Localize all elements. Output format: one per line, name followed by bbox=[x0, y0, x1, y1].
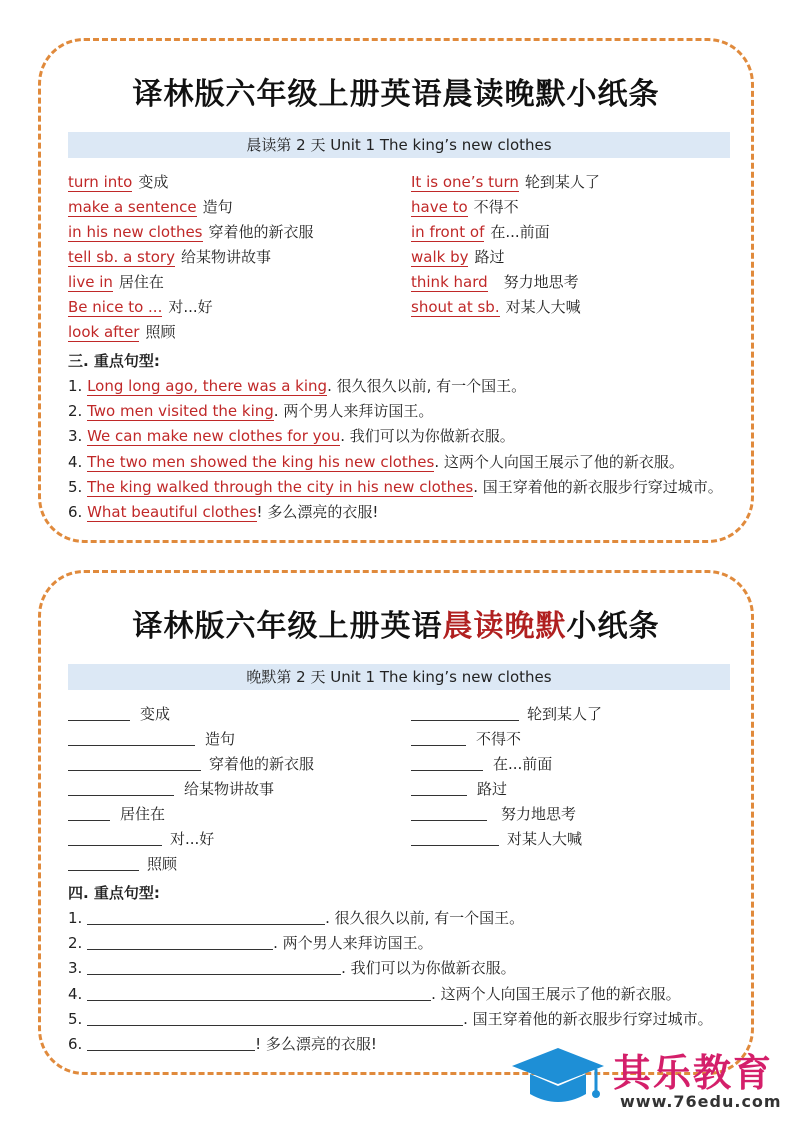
answer-blank[interactable] bbox=[68, 754, 201, 771]
morning-reading-card bbox=[38, 38, 754, 543]
graduation-cap-icon bbox=[508, 1044, 608, 1114]
phrase-row: in front of 在...前面 bbox=[411, 223, 550, 241]
phrase-row: shout at sb. 对某人大喊 bbox=[411, 298, 581, 316]
day-banner: 晚默第 2 天 Unit 1 The king’s new clothes bbox=[68, 664, 730, 690]
blank-row: 轮到某人了 bbox=[411, 703, 602, 725]
blank-row: 对...好 bbox=[68, 828, 214, 850]
phrase-row: walk by 路过 bbox=[411, 248, 505, 266]
blank-row: 照顾 bbox=[68, 853, 177, 875]
phrase-row: look after 照顾 bbox=[68, 323, 176, 341]
answer-blank[interactable] bbox=[87, 933, 273, 950]
sentence-row: 3. . 我们可以为你做新衣服。 bbox=[68, 959, 516, 977]
brand-logo bbox=[508, 1040, 788, 1120]
blank-row: 穿着他的新衣服 bbox=[68, 753, 314, 775]
card-title: 译林版六年级上册英语晨读晚默小纸条 bbox=[132, 609, 660, 644]
card-title: 译林版六年级上册英语晨读晚默小纸条 bbox=[132, 77, 660, 112]
answer-blank[interactable] bbox=[411, 704, 519, 721]
section-heading: 四. 重点句型: bbox=[68, 884, 160, 902]
phrase-row: have to 不得不 bbox=[411, 198, 519, 216]
blank-row: 路过 bbox=[411, 778, 507, 800]
answer-blank[interactable] bbox=[87, 958, 341, 975]
answer-blank[interactable] bbox=[68, 729, 195, 746]
section-heading: 三. 重点句型: bbox=[68, 352, 160, 370]
answer-blank[interactable] bbox=[411, 829, 499, 846]
answer-blank[interactable] bbox=[87, 1009, 463, 1026]
blank-row: 居住在 bbox=[68, 803, 165, 825]
answer-blank[interactable] bbox=[68, 854, 139, 871]
answer-blank[interactable] bbox=[87, 984, 431, 1001]
blank-row: 不得不 bbox=[411, 728, 521, 750]
sentence-row: 5. . 国王穿着他的新衣服步行穿过城市。 bbox=[68, 1010, 713, 1028]
answer-blank[interactable] bbox=[68, 804, 110, 821]
answer-blank[interactable] bbox=[411, 779, 467, 796]
answer-blank[interactable] bbox=[87, 908, 325, 925]
brand-name: 其乐教育 bbox=[613, 1051, 774, 1095]
answer-blank[interactable] bbox=[68, 704, 130, 721]
answer-blank[interactable] bbox=[68, 829, 162, 846]
sentence-row: 1. . 很久很久以前, 有一个国王。 bbox=[68, 909, 525, 927]
phrase-row: Be nice to ... 对...好 bbox=[68, 298, 213, 316]
phrase-row: It is one’s turn 轮到某人了 bbox=[411, 173, 600, 191]
answer-blank[interactable] bbox=[411, 754, 483, 771]
blank-row: 造句 bbox=[68, 728, 235, 750]
phrase-row: think hard 努力地思考 bbox=[411, 273, 579, 291]
sentence-row: 2. . 两个男人来拜访国王。 bbox=[68, 934, 433, 952]
phrase-row: live in 居住在 bbox=[68, 273, 164, 291]
answer-blank[interactable] bbox=[411, 804, 487, 821]
brand-url[interactable]: www.76edu.com bbox=[620, 1092, 782, 1111]
sentence-row: 6. ! 多么漂亮的衣服! bbox=[68, 1035, 377, 1053]
sentence-row: 5. The king walked through the city in his new clothes. 国王穿着他的新衣服步行穿过城市。 bbox=[68, 478, 723, 496]
blank-row: 给某物讲故事 bbox=[68, 778, 274, 800]
sentence-row: 2. Two men visited the king. 两个男人来拜访国王。 bbox=[68, 402, 434, 420]
evening-dictation-card bbox=[38, 570, 754, 1075]
phrase-row: make a sentence 造句 bbox=[68, 198, 233, 216]
blank-row: 在...前面 bbox=[411, 753, 552, 775]
sentence-row: 4. The two men showed the king his new clothes. 这两个人向国王展示了他的新衣服。 bbox=[68, 453, 684, 471]
sentence-row: 4. . 这两个人向国王展示了他的新衣服。 bbox=[68, 985, 681, 1003]
answer-blank[interactable] bbox=[68, 779, 174, 796]
sentence-row: 3. We can make new clothes for you. 我们可以为你做新衣服。 bbox=[68, 427, 515, 445]
blank-row: 变成 bbox=[68, 703, 170, 725]
answer-blank[interactable] bbox=[87, 1034, 255, 1051]
blank-row: 努力地思考 bbox=[411, 803, 576, 825]
blank-row: 对某人大喊 bbox=[411, 828, 582, 850]
phrase-row: tell sb. a story 给某物讲故事 bbox=[68, 248, 271, 266]
answer-blank[interactable] bbox=[411, 729, 466, 746]
sentence-row: 6. What beautiful clothes! 多么漂亮的衣服! bbox=[68, 503, 379, 521]
phrase-row: in his new clothes 穿着他的新衣服 bbox=[68, 223, 314, 241]
phrase-row: turn into 变成 bbox=[68, 173, 169, 191]
sentence-row: 1. Long long ago, there was a king. 很久很久以前, 有一个国王。 bbox=[68, 377, 527, 395]
day-banner: 晨读第 2 天 Unit 1 The king’s new clothes bbox=[68, 132, 730, 158]
